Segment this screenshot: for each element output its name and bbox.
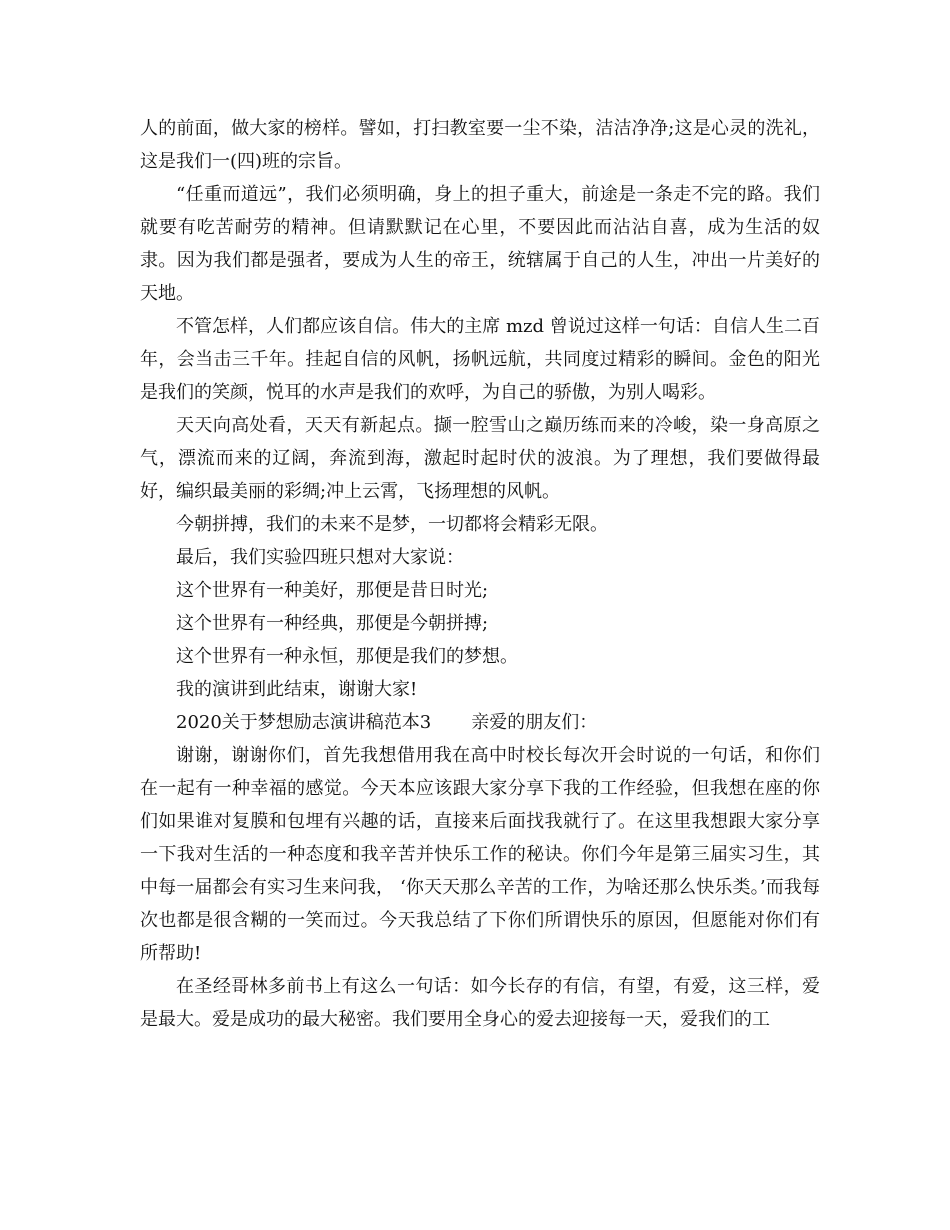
section-title: 2020关于梦想励志演讲稿范本3 — [176, 712, 432, 733]
line-thanks: 我的演讲到此结束，谢谢大家! — [176, 679, 418, 700]
paragraph-work-experience: 谢谢，谢谢你们，首先我想借用我在高中时校长每次开会时说的一句话，和你们在一起有一种幸福的感觉。今天本应该跟大家分享下我的工作经验，但我想在座的你们如果谁对复膜和包埋有兴趣的话，直接来后面找我就行了。在这里我想跟大家分享一下我对生活的一种态度和我辛苦并快乐工作的秘诀。你们今年是第三届实习生，其中每一届都会有实习生来问我， ‘你天天那么辛苦的工作，为啥还那么快乐类。’而我每次也都是很含糊的一笑而过。今天我总结了下你们所谓快乐的原因，但愿能对你们有所帮助! — [140, 745, 820, 964]
line-eternity: 这个世界有一种永恒，那便是我们的梦想。 — [176, 646, 518, 667]
section-greeting: 亲爱的朋友们： — [471, 712, 598, 733]
line-beauty: 这个世界有一种美好，那便是昔日时光; — [176, 580, 489, 601]
document-body — [140, 112, 820, 1036]
section-heading — [140, 706, 820, 739]
line-classic: 这个世界有一种经典，那便是今朝拼搏; — [176, 613, 489, 634]
paragraph-confidence: 不管怎样，人们都应该自信。伟大的主席 mzd 曾说过这样一句话：自信人生二百年，会当击三千年。挂起自信的风帆，扬帆远航，共同度过精彩的瞬间。金色的阳光是我们的笑颜，悦耳的水声是我们的欢呼，为自己的骄傲，为别人喝彩。 — [140, 316, 820, 403]
line-future-dream: 今朝拼搏，我们的未来不是梦，一切都将会精彩无限。 — [176, 514, 608, 535]
paragraph-new-start: 天天向高处看，天天有新起点。撷一腔雪山之巅历练而来的冷峻，染一身高原之气，漂流而来的辽阔，奔流到海，激起时起时伏的波浪。为了理想，我们要做得最好，编织最美丽的彩绸;冲上云霄，飞扬理想的风帆。 — [140, 415, 820, 502]
paragraph-continuation: 人的前面，做大家的榜样。譬如，打扫教室要一尘不染，洁洁净净;这是心灵的洗礼，这是我们一(四)班的宗旨。 — [140, 118, 820, 172]
line-closing-intro: 最后，我们实验四班只想对大家说： — [176, 547, 464, 568]
paragraph-responsibility: “任重而道远”，我们必须明确，身上的担子重大，前途是一条走不完的路。我们就要有吃苦耐劳的精神。但请默默记在心里，不要因此而沾沾自喜，成为生活的奴隶。因为我们都是强者，要成为人生的帝王，统辖属于自己的人生，冲出一片美好的天地。 — [140, 184, 820, 304]
paragraph-love: 在圣经哥林多前书上有这么一句话：如今长存的有信，有望，有爱，这三样，爱是最大。爱是成功的最大秘密。我们要用全身心的爱去迎接每一天，爱我们的工 — [140, 976, 820, 1030]
